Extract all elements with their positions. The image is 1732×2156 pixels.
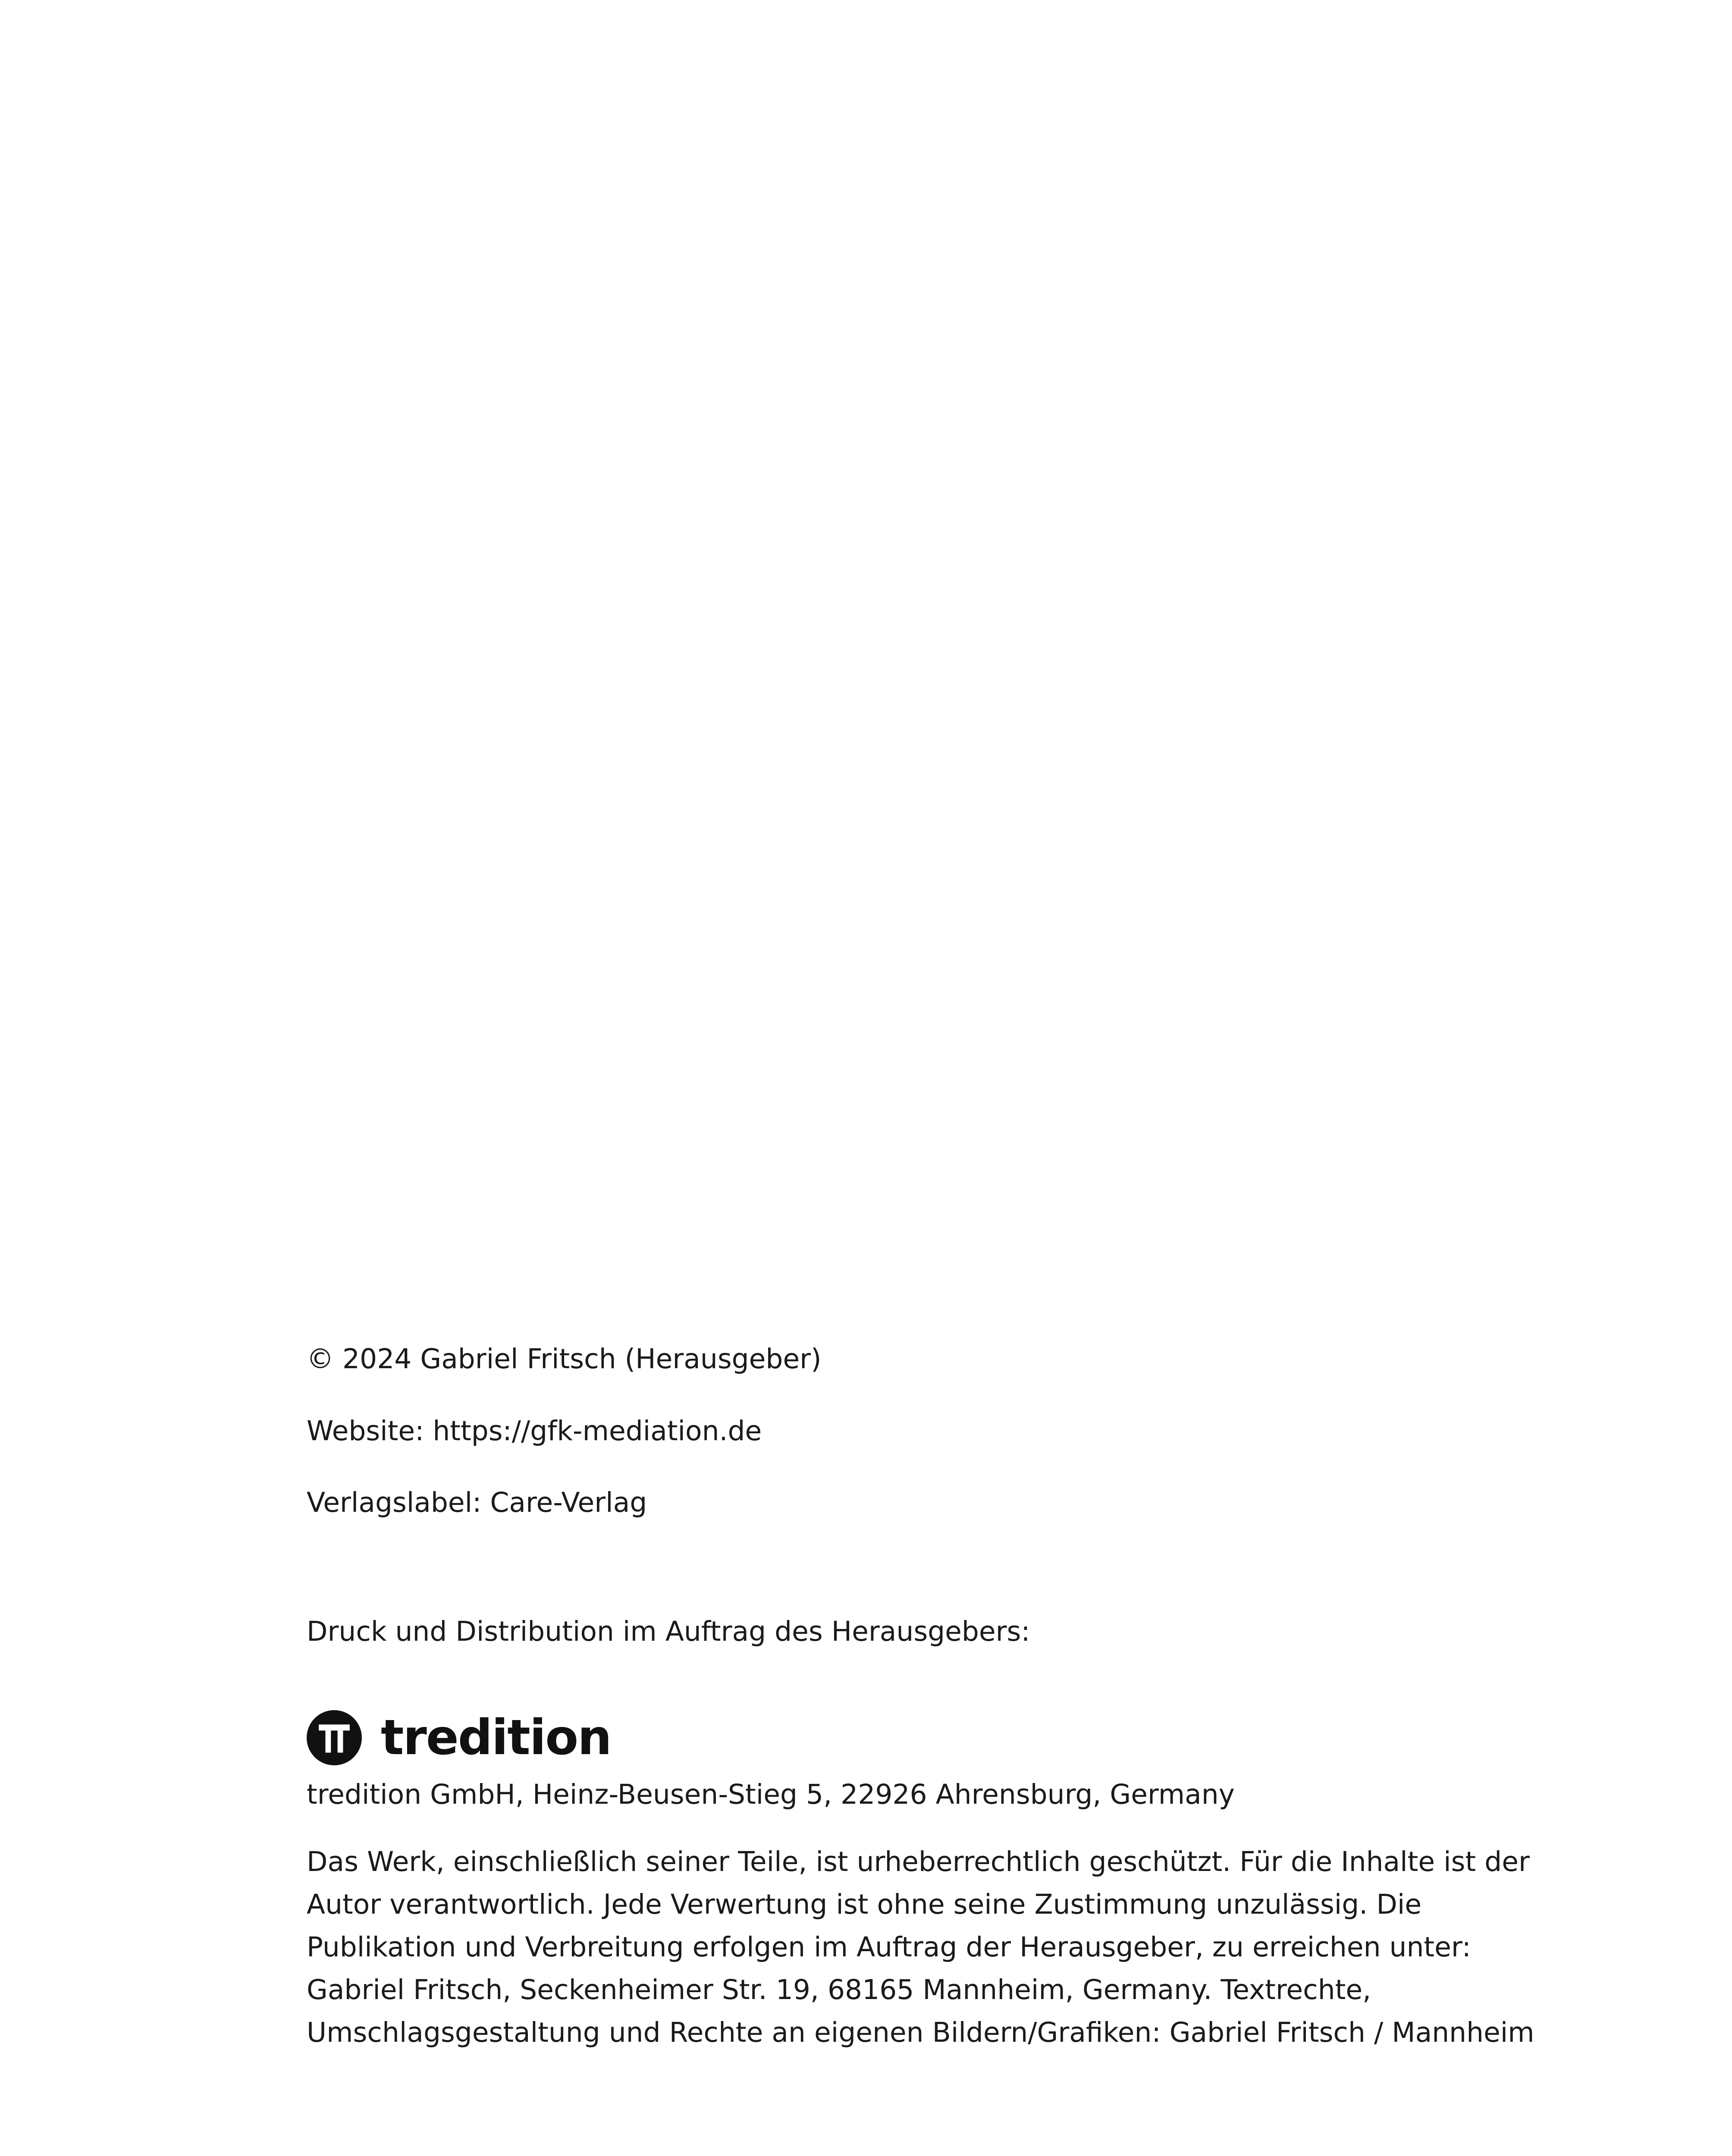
publisher-logo	[307, 1708, 611, 1768]
print-distribution-note: Druck und Distribution im Auftrag des Herausgebers:	[307, 1616, 1030, 1647]
copyright-line: © 2024 Gabriel Fritsch (Herausgeber)	[307, 1343, 822, 1375]
publisher-label-line: Verlagslabel: Care-Verlag	[307, 1487, 647, 1518]
publisher-logo-wordmark: tredition	[381, 1710, 611, 1766]
website-line: Website: https://gfk-mediation.de	[307, 1415, 762, 1447]
publisher-address: tredition GmbH, Heinz-Beusen-Stieg 5, 22926 Ahrensburg, Germany	[307, 1779, 1235, 1810]
tredition-logo-icon	[307, 1710, 362, 1765]
legal-notice: Das Werk, einschließlich seiner Teile, ist urheberrechtlich geschützt. Für die Inhalte ist der Autor verantwortlich. Jede Verwertung ist ohne seine Zustimmung unzulässig. Die Publikation und Verbreitung erfolgen im Auftrag der Herausgeber, zu erreichen unter: Gabriel Fritsch, Seckenheimer Str. 19, 68165 Mannheim, Germany. Textrechte, Umschlagsgestaltung und Rechte an eigenen Bildern/Grafiken: Gabriel Fritsch / Mannheim	[307, 1846, 1534, 2048]
